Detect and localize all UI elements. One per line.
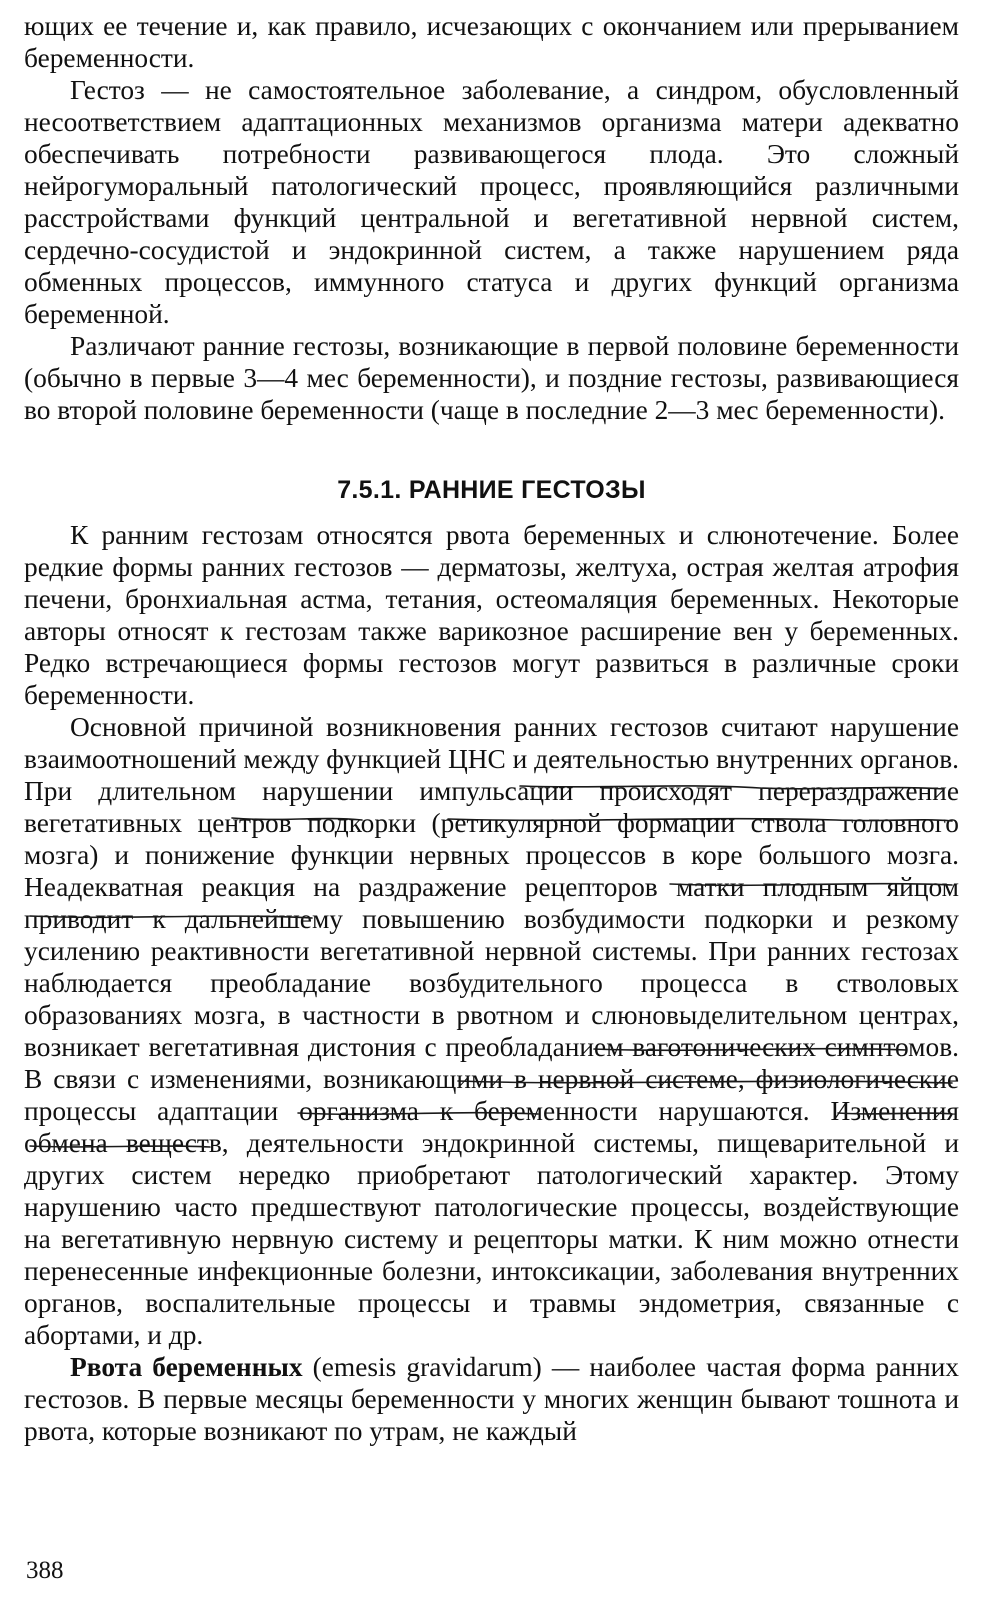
page-body (24, 10, 959, 1447)
paragraph-early-gestosis-causes: Основной причиной возникновения ранних гестозов считают нарушение взаимоотношений между функцией ЦНС и деятельностью внутренних органов. При длительном нарушении импульсации происходят перераздражение вегетативных центров подкорки (ретикулярной формации ствола головного мозга) и понижение функции нервных процессов в коре большого мозга. Неадекватная реакция на раздражение рецепторов матки плодным яйцом приводит к дальнейшему повышению возбудимости подкорки и резкому усилению реактивности вегетативной нервной системы. При ранних гестозах наблюдается преобладание возбудительного процесса в стволовых образованиях мозга, в частности в рвотном и слюновыделительном центрах, возникает вегетативная дистония с преобладанием ваготонических симптомов. В связи с изменениями, возникающими в нервной системе, физиологические процессы адаптации организма к беременности нарушаются. Изменения обмена веществ, деятельности эндокринной системы, пищеварительной и других систем нередко приобретают патологический характер. Этому нарушению часто предшествуют патологические процессы, воздействующие на вегетативную нервную систему и рецепторы матки. К ним можно отнести перенесенные инфекционные болезни, интоксикации, заболевания внутренних органов, воспалительные процессы и травмы эндометрия, связанные с абортами, и др. (24, 712, 959, 1350)
paragraph-emesis (24, 1351, 959, 1447)
paragraph-emesis-text: (emesis gravidarum) — наиболее частая форма ранних гестозов. В первые месяцы беременности у многих женщин бывают тошнота и рвота, которые возникают по утрам, не каждый (24, 1352, 960, 1446)
term-emesis: Рвота беременных (70, 1352, 303, 1382)
page-number: 388 (26, 1557, 64, 1584)
paragraph-early-gestosis-forms: К ранним гестозам относятся рвота беременных и слюнотечение. Более редкие формы ранних гестозов — дерматозы, желтуха, острая желтая атрофия печени, бронхиальная астма, тетания, остеомаляция беременных. Некоторые авторы относят к гестозам также варикозное расширение вен у беременных. Редко встречающиеся формы гестозов могут развиться в различные сроки беременности. (24, 520, 959, 710)
paragraph-gestosis-definition: Гестоз — не самостоятельное заболевание, а синдром, обусловленный несоответствием адаптационных механизмов организма матери адекватно обеспечивать потребности развивающегося плода. Это сложный нейрогуморальный патологический процесс, проявляющийся различными расстройствами функций центральной и вегетативной нервной систем, сердечно-сосудистой и эндокринной систем, а также нарушением ряда обменных процессов, иммунного статуса и других функций организма беременной. (24, 75, 959, 329)
paragraph-gestosis-types: Различают ранние гестозы, возникающие в первой половине беременности (обычно в первые 3—4 мес беременности), и поздние гестозы, развивающиеся во второй половине беременности (чаще в последние 2—3 мес беременности). (24, 331, 959, 425)
paragraph-continuation: ющих ее течение и, как правило, исчезающих с окончанием или прерыванием беременности. (24, 11, 959, 73)
section-heading: 7.5.1. РАННИЕ ГЕСТОЗЫ (337, 476, 646, 504)
